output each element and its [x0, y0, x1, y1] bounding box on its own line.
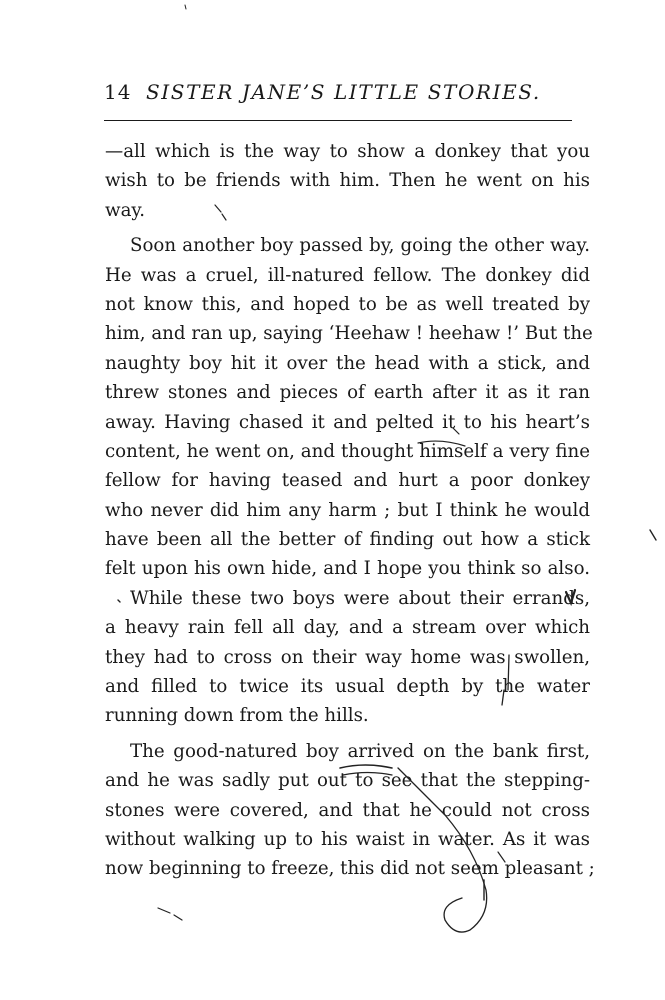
- paragraph-start-line: Soon another boy passed by, going the other way.: [130, 235, 590, 257]
- text-line: wish to be friends with him. Then he went on his: [105, 170, 590, 192]
- text-line: not know this, and hoped to be as well treated by: [105, 293, 590, 315]
- paragraph-start-line: The good-natured boy arrived on the bank first,: [130, 740, 590, 762]
- text-line: who never did him any harm ; but I think he would: [105, 499, 590, 521]
- text-line: have been all the better of finding out how a stick: [105, 529, 590, 551]
- text-line: way.: [105, 199, 146, 221]
- text-line: without walking up to his waist in water. As it was: [105, 828, 590, 850]
- text-line: content, he went on, and thought himself a very fine: [105, 440, 590, 462]
- text-line: fellow for having teased and hurt a poor donkey: [105, 470, 590, 492]
- running-title: SISTER JANE’S LITTLE STORIES.: [146, 80, 541, 104]
- stray-mark: [158, 908, 182, 920]
- text-line: now beginning to freeze, this did not seem pleasant ;: [105, 858, 595, 880]
- stray-mark: [185, 5, 186, 9]
- text-line: a heavy rain fell all day, and a stream over which: [105, 617, 590, 639]
- text-line: and he was sadly put out to see that the stepping-: [105, 770, 590, 792]
- header-rule: [104, 120, 572, 121]
- text-line: He was a cruel, ill-natured fellow. The donkey did: [105, 264, 590, 286]
- text-line: they had to cross on their way home was swollen,: [105, 646, 590, 668]
- text-line: naughty boy hit it over the head with a stick, and: [105, 352, 590, 374]
- text-line: away. Having chased it and pelted it to his heart’s: [105, 411, 590, 433]
- text-line: —all which is the way to show a donkey that you: [105, 141, 590, 162]
- page-header: [104, 80, 572, 108]
- paragraph-start-line: While these two boys were about their errands,: [130, 587, 590, 609]
- stray-mark: [650, 530, 656, 540]
- page-number: 14: [104, 80, 132, 104]
- text-line: threw stones and pieces of earth after it as it ran: [105, 382, 590, 404]
- text-line: stones were covered, and that he could not cross: [105, 799, 590, 821]
- text-line: felt upon his own hide, and I hope you think so also.: [105, 558, 590, 580]
- text-line: running down from the hills.: [105, 705, 369, 727]
- text-line: him, and ran up, saying ‘Heehaw ! heehaw !’ But the: [105, 323, 593, 345]
- text-line: and filled to twice its usual depth by the water: [105, 676, 590, 698]
- body-text: [105, 137, 595, 884]
